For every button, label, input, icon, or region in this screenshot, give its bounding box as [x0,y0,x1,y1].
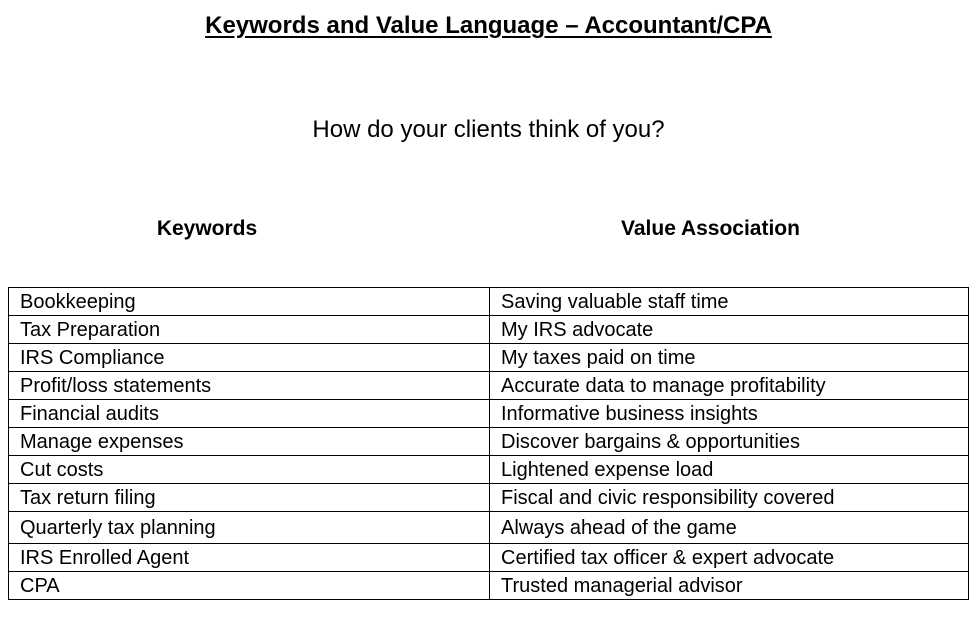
keywords-value-table [8,287,969,600]
table-row [9,372,969,400]
keyword-cell: IRS Enrolled Agent [9,544,490,572]
keyword-cell: Profit/loss statements [9,372,490,400]
value-cell: Trusted managerial advisor [490,572,969,600]
value-cell: My taxes paid on time [490,344,969,372]
value-cell: Fiscal and civic responsibility covered [490,484,969,512]
value-cell: Lightened expense load [490,456,969,484]
value-cell: Informative business insights [490,400,969,428]
keyword-cell: Bookkeeping [9,288,490,316]
value-cell: Discover bargains & opportunities [490,428,969,456]
value-cell: Accurate data to manage profitability [490,372,969,400]
table-row [9,344,969,372]
table-row [9,288,969,316]
keyword-cell: Financial audits [9,400,490,428]
table-row [9,572,969,600]
table-row [9,484,969,512]
value-cell: Saving valuable staff time [490,288,969,316]
keyword-cell: Quarterly tax planning [9,512,490,544]
table-row [9,456,969,484]
page-subtitle: How do your clients think of you? [312,116,665,143]
keyword-cell: IRS Compliance [9,344,490,372]
keyword-cell: Manage expenses [9,428,490,456]
value-cell: Always ahead of the game [490,512,969,544]
keyword-cell: Tax return filing [9,484,490,512]
keyword-cell: Tax Preparation [9,316,490,344]
value-cell: My IRS advocate [490,316,969,344]
table-row [9,512,969,544]
table-row [9,544,969,572]
value-cell: Certified tax officer & expert advocate [490,544,969,572]
table-row [9,428,969,456]
table-row [9,316,969,344]
page-title: Keywords and Value Language – Accountant/CPA [205,12,772,39]
keyword-cell: CPA [9,572,490,600]
table-row [9,400,969,428]
keyword-cell: Cut costs [9,456,490,484]
value-association-heading: Value Association [621,217,800,240]
keywords-heading: Keywords [156,217,258,240]
